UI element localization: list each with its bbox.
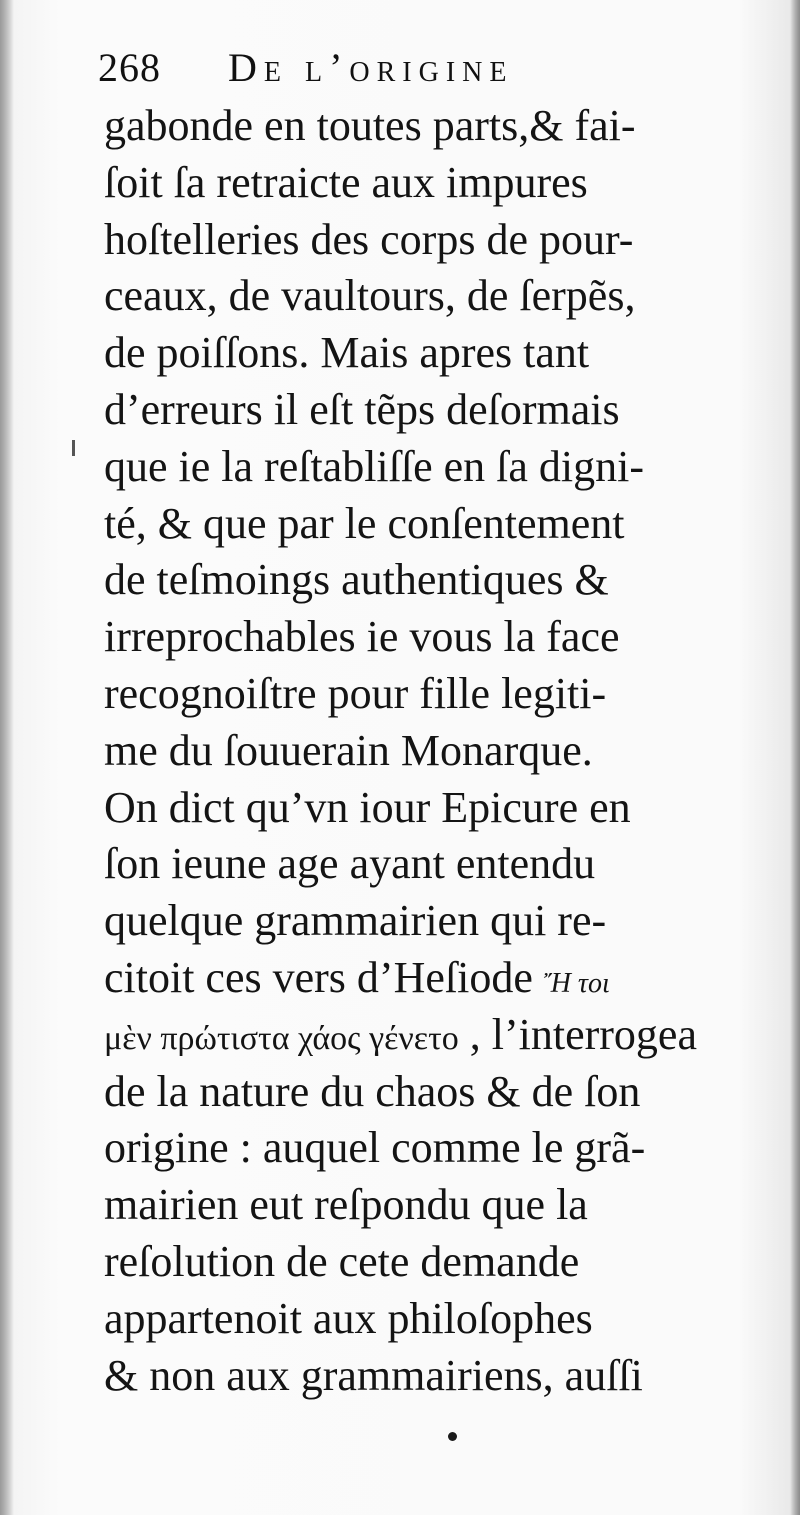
gutter-shadow (0, 0, 14, 1515)
text-line: té, & que par le conſentement (104, 498, 625, 548)
text-line: hoſtelleries des corps de pour- (104, 214, 634, 264)
text-line-with-greek (104, 950, 784, 1007)
text-line: me du ſouuerain Monarque. (104, 725, 593, 775)
text-line: appartenoit aux philoſophes (104, 1293, 593, 1343)
ink-dot (448, 1432, 457, 1441)
margin-mark (72, 440, 75, 456)
text-line: & non aux grammairiens, auſſi (104, 1350, 643, 1400)
text-line-segment: citoit ces vers d’Heſiode (104, 952, 533, 1002)
text-line: origine : auquel comme le grã- (104, 1123, 646, 1173)
text-line: ſoit ſa retraicte aux impures (104, 157, 588, 207)
text-line: ſon ieune age ayant entendu (104, 839, 596, 889)
text-line: que ie la reſtabliſſe en ſa digni- (104, 441, 645, 491)
text-line: de la nature du chaos & de ſon (104, 1066, 641, 1116)
text-line: irreprochables ie vous la face (104, 612, 620, 662)
text-line: reſolution de cete demande (104, 1236, 580, 1286)
text-line: de teſmoings authentiques & (104, 555, 609, 605)
text-line: de poiſſons. Mais apres tant (104, 328, 590, 378)
greek-quotation: μὲν πρώτιστα χάος γένετο (104, 1019, 459, 1057)
text-line: gabonde en toutes parts,& fai- (104, 101, 636, 150)
text-line: mairien eut reſpondu que la (104, 1180, 588, 1230)
text-line: recognoiſtre pour fille legiti- (104, 668, 607, 718)
text-line: quelque grammairien qui re- (104, 896, 607, 946)
text-line: d’erreurs il eſt tẽps deſormais (104, 384, 620, 434)
page-number: 268 (98, 45, 161, 90)
running-head-title: De l’origine (228, 45, 514, 90)
greek-fragment: Ἤ τοι (543, 967, 610, 999)
text-line: ceaux, de vaultours, de ſerpẽs, (104, 271, 636, 321)
text-line: On dict qu’vn iour Epicure en (104, 782, 631, 832)
greek-quotation-line (104, 1007, 784, 1064)
running-head (98, 40, 738, 96)
page-edge-shadow (790, 0, 800, 1515)
body-text (104, 98, 784, 1404)
text-line-segment: , l’interrogea (458, 1009, 697, 1059)
